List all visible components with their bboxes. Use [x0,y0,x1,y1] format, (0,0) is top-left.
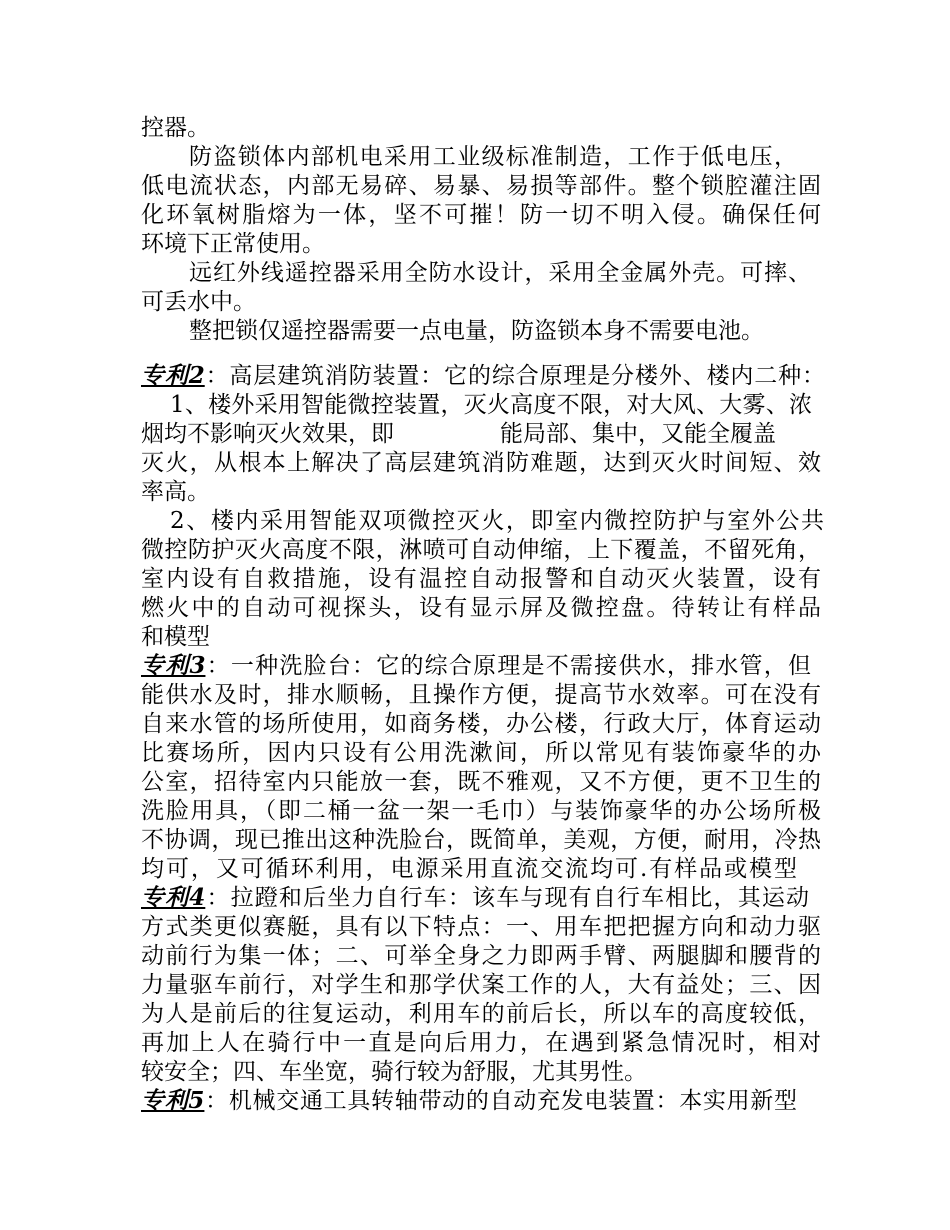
text-line: 1、楼外采用智能微控装置，灭火高度不限，对大风、大雾、浓 [170,392,812,418]
text-line: 动前行为集一体；二、可举全身之力即两手臂、两腿脚和腰背的 [141,943,821,969]
text-line: 自来水管的场所使用，如商务楼，办公楼，行政大厅，体育运动 [141,711,821,737]
text-line: 化环氧树脂熔为一体，坚不可摧！防一切不明入侵。确保任何 [141,202,821,228]
text-line: 控器。 [141,115,210,141]
text-line: 较安全；四、车坐宽，骑行较为舒服，尤其男性。 [141,1059,647,1085]
patent-2-heading: 专利2 [141,362,205,389]
text-line: 远红外线遥控器采用全防水设计，采用全金属外壳。可摔、 [189,260,811,286]
text-line: 方式类更似赛艇，具有以下特点：一、用车把把握方向和动力驱 [141,914,821,940]
text-line: 洗脸用具，（即二桶一盆一架一毛巾）与装饰豪华的办公场所极 [141,798,821,824]
text-line: 防盗锁体内部机电采用工业级标准制造，工作于低电压， [189,144,797,170]
text-line: 力量驱车前行，对学生和那学伏案工作的人，大有益处；三、因 [141,972,821,998]
text-line: 率高。 [141,479,210,505]
text-line: 2、楼内采用智能双项微控灭火，即室内微控防护与室外公共 [170,508,824,534]
text-line: 能供水及时，排水顺畅，且操作方便，提高节水效率。可在没有 [141,682,821,708]
text-line: 为人是前后的往复运动，利用车的前后长，所以车的高度较低， [141,1001,821,1027]
patent-2-first-line [141,361,825,391]
text-span: ：机械交通工具转轴带动的自动充发电装置：本实用新型 [204,1088,797,1114]
text-line: 低电流状态，内部无易碎、易暴、易损等部件。整个锁腔灌注固 [141,173,821,199]
text-line: 比赛场所，因内只设有公用洗漱间，所以常见有装饰豪华的办 [141,740,821,766]
text-line: 环境下正常使用。 [141,231,325,257]
text-line: 再加上人在骑行中一直是向后用力，在遇到紧急情况时，相对 [141,1030,821,1056]
text-line: 和模型 [141,624,210,650]
text-line: 可丢水中。 [141,289,256,315]
text-line: 公室，招待室内只能放一套，既不雅观，又不方便，更不卫生的 [141,769,821,795]
text-span: 能局部、集中，又能全履盖 [500,421,776,447]
patent-3-heading: 专利3 [141,652,206,679]
text-line: 室内设有自救措施，设有温控自动报警和自动灭火装置，设有 [141,566,821,592]
patent-4-heading: 专利4 [141,884,206,911]
text-span: ：拉蹬和后坐力自行车：该车与现有自行车相比，其运动 [205,885,810,911]
text-line: 燃火中的自动可视探头，设有显示屏及微控盘。待转让有样品 [141,595,821,621]
text-line-with-gap [141,419,841,449]
text-span: ：一种洗脸台：它的综合原理是不需接供水，排水管，但 [205,653,811,679]
text-span: 烟均不影响灭火效果，即 [141,421,394,447]
text-line: 均可，又可循环利用，电源采用直流交流均可.有样品或模型 [141,856,797,882]
text-line: 整把锁仅遥控器需要一点电量，防盗锁本身不需要电池。 [189,318,764,344]
patent-4-first-line [141,883,809,913]
patent-3-first-line [141,651,811,681]
patent-5-first-line [141,1086,797,1116]
text-span: ：高层建筑消防装置：它的综合原理是分楼外、楼内二种： [204,363,825,389]
text-line: 灭火，从根本上解决了高层建筑消防难题，达到灭火时间短、效 [141,450,821,476]
patent-5-heading: 专利5 [141,1087,205,1114]
text-line: 不协调，现已推出这种洗脸台，既简单，美观，方便，耐用，冷热 [141,827,821,853]
text-line: 微控防护灭火高度不限，淋喷可自动伸缩，上下覆盖，不留死角， [141,537,821,563]
